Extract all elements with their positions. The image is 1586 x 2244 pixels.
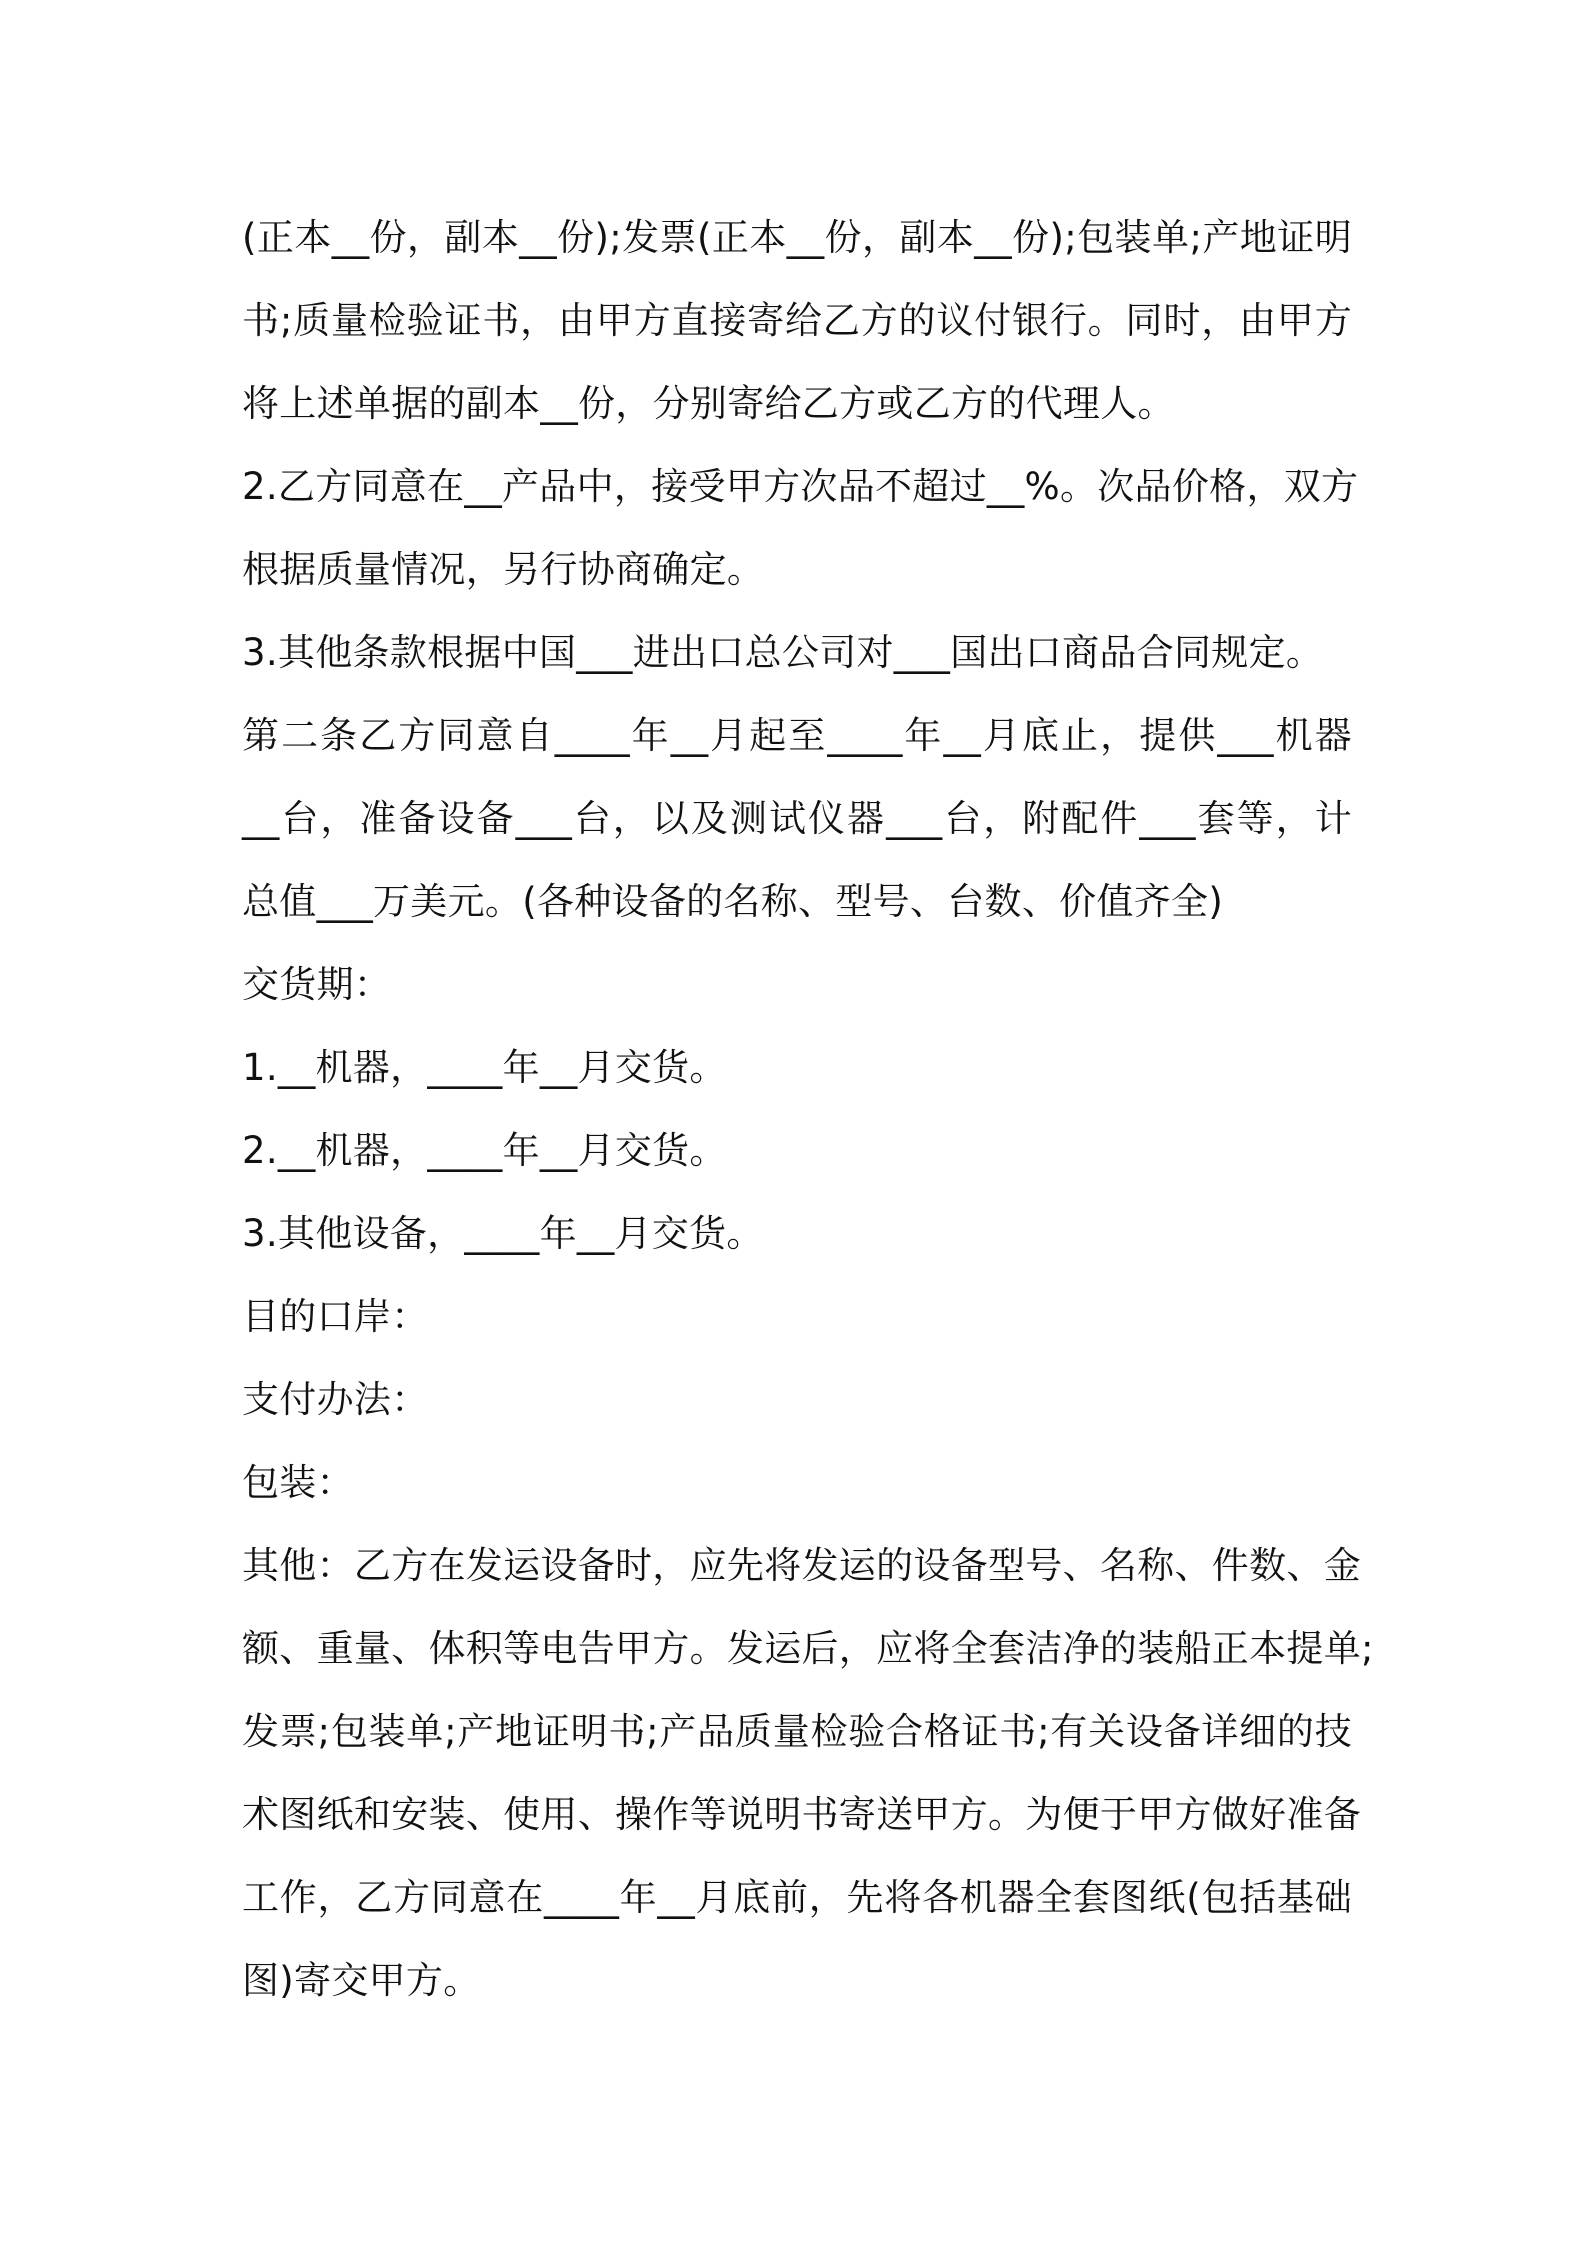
- text-line: __台，准备设备___台，以及测试仪器___台，附配件___套等，计: [242, 797, 1352, 840]
- section-label-port: 目的口岸：: [242, 1295, 429, 1338]
- list-item: 2.__机器，____年__月交货。: [242, 1129, 727, 1172]
- list-item: 1.__机器，____年__月交货。: [242, 1046, 727, 1089]
- text-line: 工作，乙方同意在____年__月底前，先将各机器全套图纸(包括基础: [242, 1876, 1352, 1919]
- text-line: 3.其他条款根据中国___进出口总公司对___国出口商品合同规定。: [242, 631, 1324, 674]
- text-line: 图)寄交甲方。: [242, 1959, 481, 2002]
- section-label-payment: 支付办法：: [242, 1378, 429, 1421]
- text-line: 2.乙方同意在__产品中，接受甲方次品不超过__%。次品价格，双方: [242, 465, 1359, 508]
- section-label-packing: 包装：: [242, 1461, 354, 1504]
- text-line: 书;质量检验证书，由甲方直接寄给乙方的议付银行。同时，由甲方: [242, 299, 1352, 342]
- document-page: [242, 196, 1374, 2022]
- text-line: 第二条乙方同意自____年__月起至____年__月底止，提供___机器: [242, 714, 1352, 757]
- list-item: 3.其他设备，____年__月交货。: [242, 1212, 764, 1255]
- text-line: 总值___万美元。(各种设备的名称、型号、台数、价值齐全): [242, 880, 1224, 923]
- text-line: 额、重量、体积等电告甲方。发运后，应将全套洁净的装船正本提单;: [242, 1627, 1374, 1670]
- text-line: (正本__份，副本__份);发票(正本__份，副本__份);包装单;产地证明: [242, 216, 1352, 259]
- text-line: 术图纸和安装、使用、操作等说明书寄送甲方。为便于甲方做好准备: [242, 1793, 1361, 1836]
- text-line: 根据质量情况，另行协商确定。: [242, 548, 765, 591]
- section-label-delivery: 交货期：: [242, 963, 392, 1006]
- text-line: 将上述单据的副本__份，分别寄给乙方或乙方的代理人。: [242, 382, 1175, 425]
- text-line: 其他：乙方在发运设备时，应先将发运的设备型号、名称、件数、金: [242, 1544, 1361, 1587]
- text-line: 发票;包装单;产地证明书;产品质量检验合格证书;有关设备详细的技: [242, 1710, 1352, 1753]
